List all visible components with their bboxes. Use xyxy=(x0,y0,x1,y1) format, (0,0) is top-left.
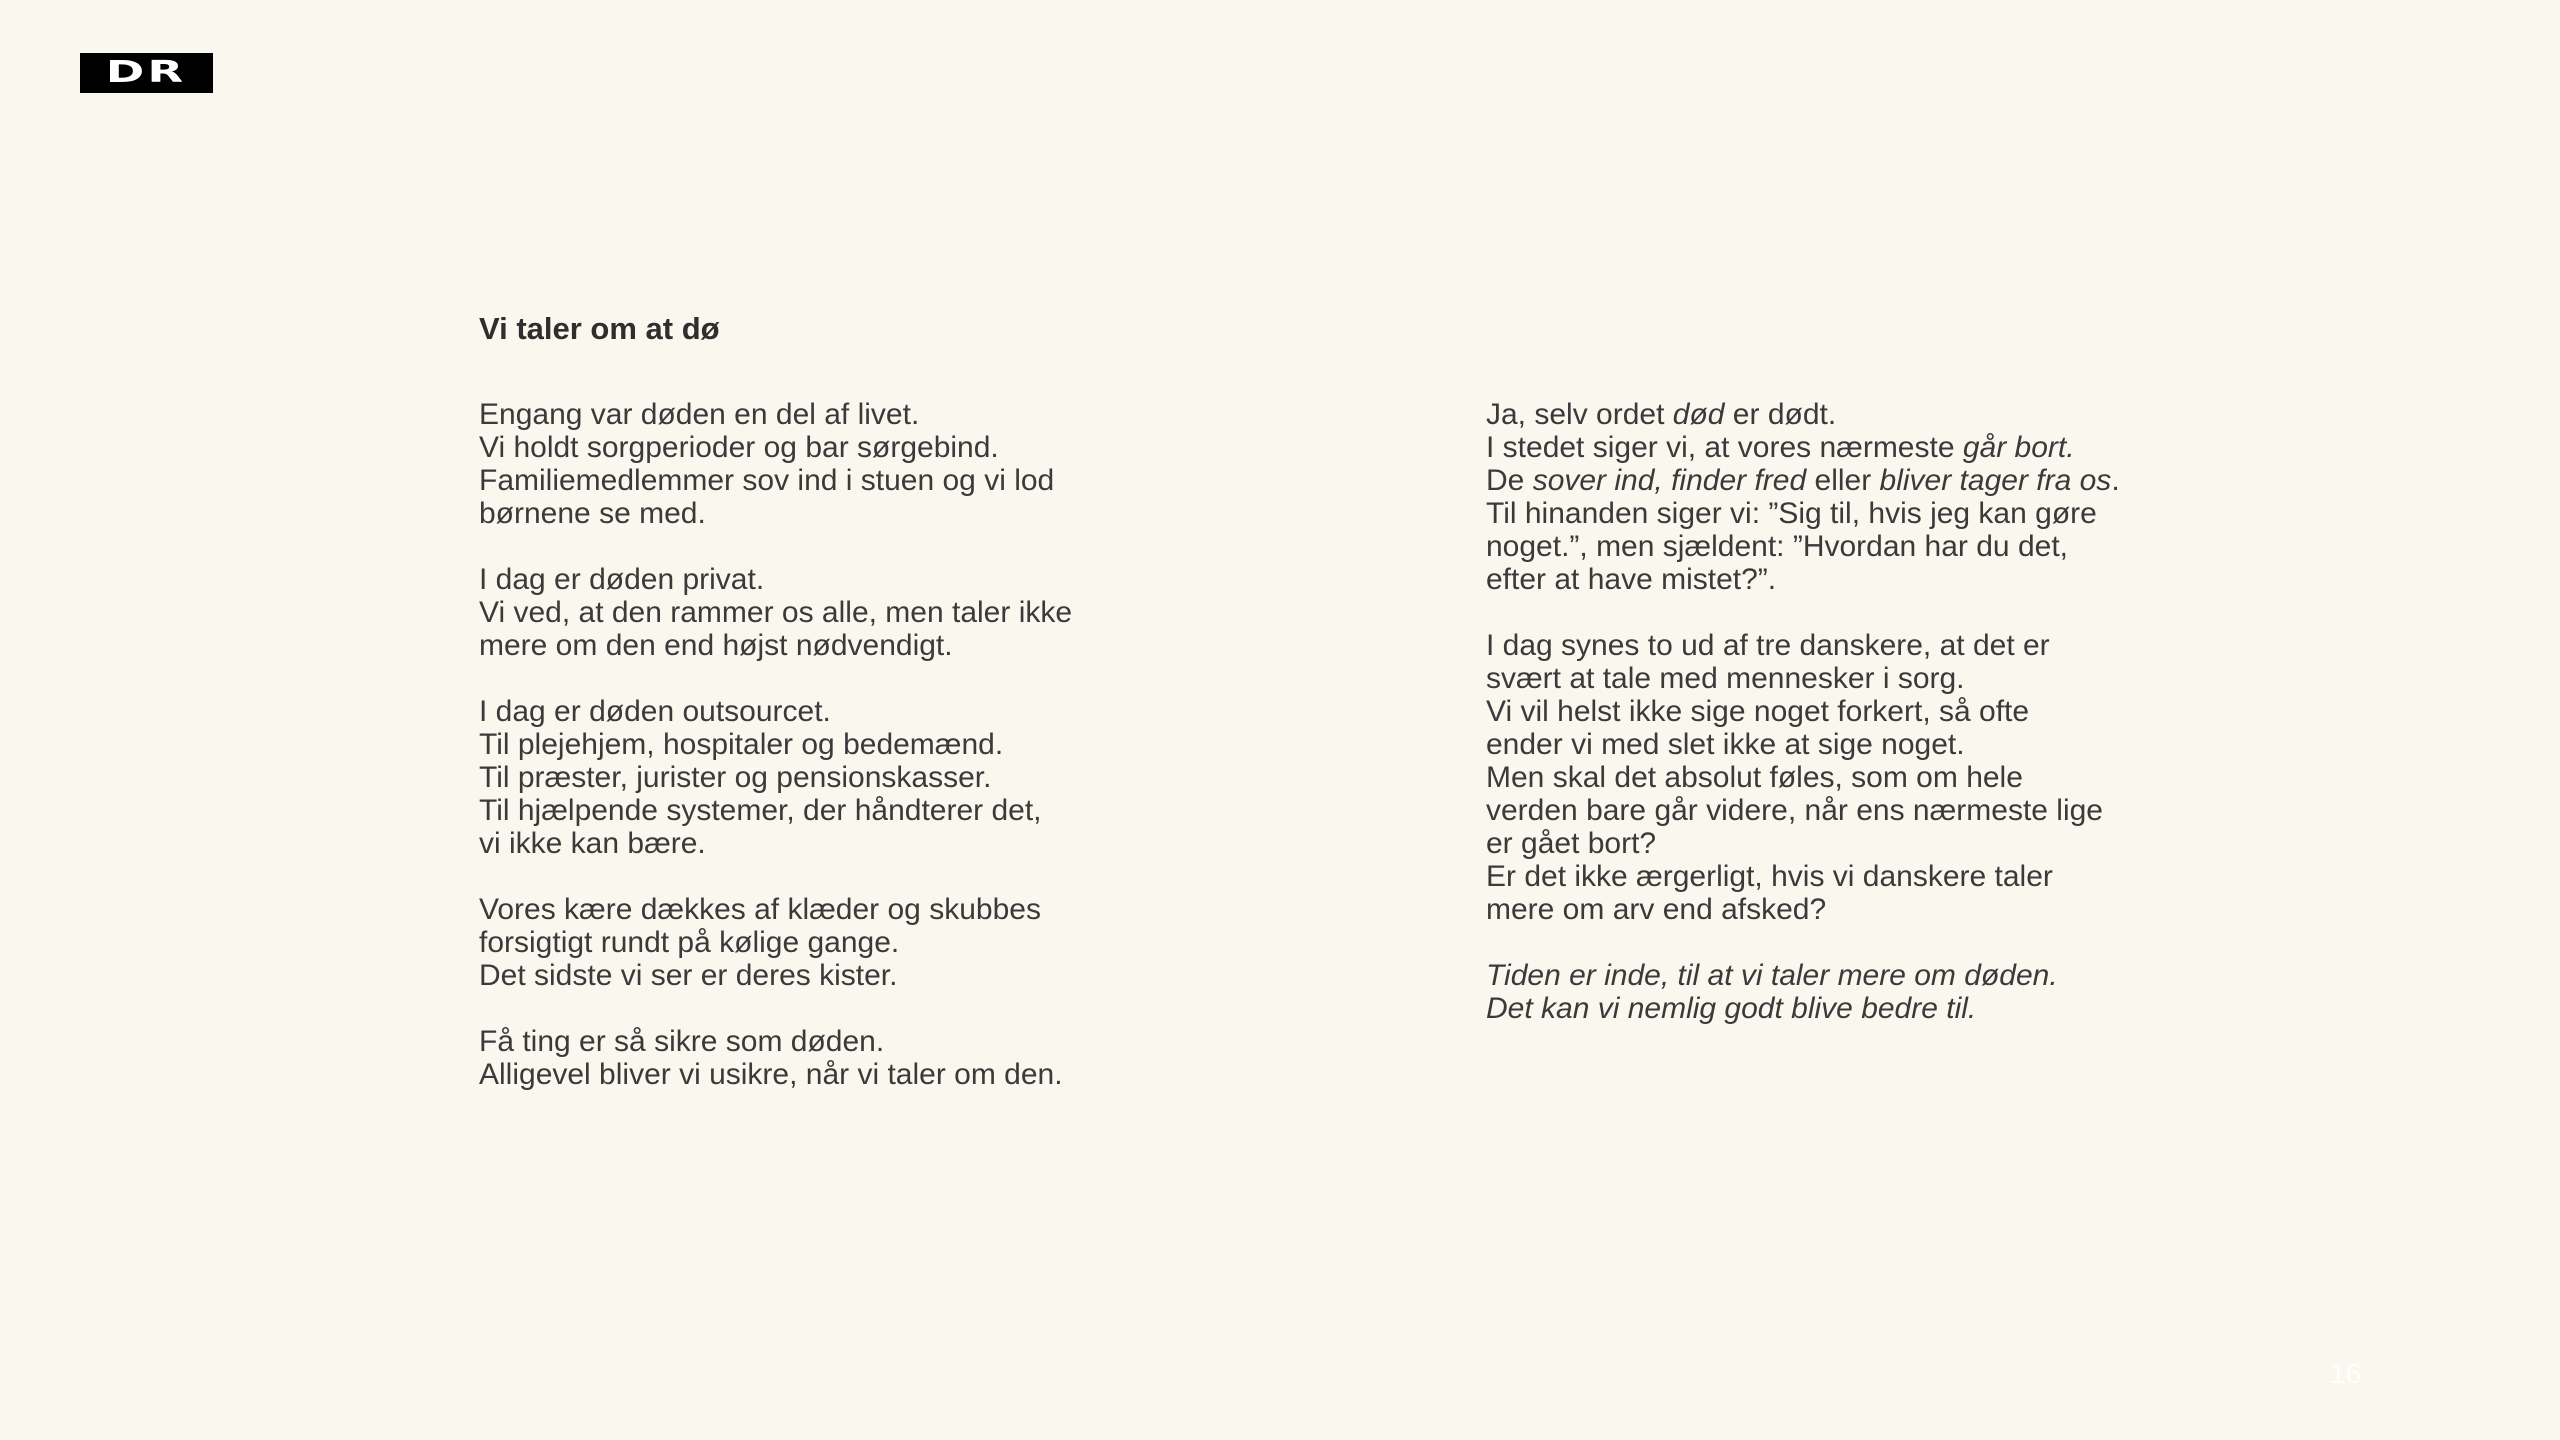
text-segment: I dag er døden privat. xyxy=(479,563,765,596)
text-line xyxy=(1486,464,2166,497)
text-line xyxy=(479,761,1119,794)
text-line xyxy=(1486,497,2166,530)
text-segment: I dag er døden outsourcet. xyxy=(479,695,831,728)
text-line xyxy=(479,827,1119,860)
text-segment: Det sidste vi ser er deres kister. xyxy=(479,959,898,992)
left-text-column xyxy=(479,398,1119,1124)
text-segment: eller xyxy=(1806,464,1880,497)
text-line xyxy=(479,893,1119,926)
italic-text-segment: sover ind, finder fred xyxy=(1532,464,1807,497)
text-line xyxy=(1486,959,2166,992)
text-segment: Til præster, jurister og pensionskasser. xyxy=(479,761,992,794)
text-segment: Vi vil helst ikke sige noget forkert, så ofte xyxy=(1486,695,2030,728)
text-line xyxy=(1486,827,2166,860)
text-segment: er gået bort? xyxy=(1486,827,1657,860)
text-segment: I dag synes to ud af tre danskere, at det er xyxy=(1486,629,2050,662)
text-line xyxy=(479,398,1119,431)
text-segment: efter at have mistet?”. xyxy=(1486,563,1777,596)
text-segment: verden bare går videre, når ens nærmeste lige xyxy=(1486,794,2103,827)
text-line xyxy=(479,596,1119,629)
text-line xyxy=(1486,398,2166,431)
text-line xyxy=(479,431,1119,464)
text-line xyxy=(1486,728,2166,761)
text-segment: mere om arv end afsked? xyxy=(1486,893,1827,926)
italic-text-segment: Tiden er inde, til at vi taler mere om døden. xyxy=(1486,959,2058,992)
text-segment: ender vi med slet ikke at sige noget. xyxy=(1486,728,1965,761)
text-line xyxy=(479,926,1119,959)
text-segment: Alligevel bliver vi usikre, når vi taler om den. xyxy=(479,1058,1063,1091)
text-segment: Til hinanden siger vi: ”Sig til, hvis jeg kan gøre xyxy=(1486,497,2097,530)
text-segment: Er det ikke ærgerligt, hvis vi danskere taler xyxy=(1486,860,2053,893)
text-segment: Engang var døden en del af livet. xyxy=(479,398,920,431)
right-text-column xyxy=(1486,398,2166,1058)
dr-logo-text: DR xyxy=(106,55,187,90)
paragraph xyxy=(479,1025,1119,1091)
paragraph xyxy=(1486,629,2166,926)
text-line xyxy=(1486,794,2166,827)
text-line xyxy=(1486,662,2166,695)
text-segment: Til plejehjem, hospitaler og bedemænd. xyxy=(479,728,1004,761)
text-line xyxy=(1486,860,2166,893)
text-segment: Familiemedlemmer sov ind i stuen og vi lod xyxy=(479,464,1055,497)
text-line xyxy=(479,497,1119,530)
paragraph xyxy=(1486,398,2166,596)
text-line xyxy=(479,695,1119,728)
text-segment: børnene se med. xyxy=(479,497,706,530)
text-segment: Få ting er så sikre som døden. xyxy=(479,1025,885,1058)
text-line xyxy=(1486,695,2166,728)
italic-text-segment: død xyxy=(1672,398,1725,431)
text-segment: I stedet siger vi, at vores nærmeste xyxy=(1486,431,1963,464)
text-segment: Vi ved, at den rammer os alle, men taler ikke xyxy=(479,596,1073,629)
text-segment: Ja, selv ordet xyxy=(1486,398,1673,431)
text-segment: Til hjælpende systemer, der håndterer det, xyxy=(479,794,1042,827)
paragraph xyxy=(479,893,1119,992)
text-line xyxy=(479,959,1119,992)
text-segment: De xyxy=(1486,464,1533,497)
text-line xyxy=(1486,992,2166,1025)
text-segment: forsigtigt rundt på kølige gange. xyxy=(479,926,900,959)
text-segment: mere om den end højst nødvendigt. xyxy=(479,629,953,662)
text-segment: . xyxy=(2111,464,2120,497)
page-title: Vi taler om at dø xyxy=(479,311,720,346)
text-line xyxy=(479,563,1119,596)
dr-logo xyxy=(80,53,213,93)
text-segment: svært at tale med mennesker i sorg. xyxy=(1486,662,1965,695)
paragraph xyxy=(479,398,1119,530)
paragraph xyxy=(479,695,1119,860)
paragraph xyxy=(1486,959,2166,1025)
text-line xyxy=(479,1058,1119,1091)
paragraph xyxy=(479,563,1119,662)
text-segment: Vi holdt sorgperioder og bar sørgebind. xyxy=(479,431,999,464)
text-line xyxy=(479,794,1119,827)
text-line xyxy=(479,1025,1119,1058)
text-line xyxy=(1486,530,2166,563)
text-segment: noget.”, men sjældent: ”Hvordan har du det, xyxy=(1486,530,2068,563)
italic-text-segment: bliver tager fra os xyxy=(1879,464,2112,497)
text-segment: Vores kære dækkes af klæder og skubbes xyxy=(479,893,1041,926)
text-line xyxy=(479,728,1119,761)
text-line xyxy=(1486,893,2166,926)
text-line xyxy=(1486,761,2166,794)
text-line xyxy=(479,629,1119,662)
page-number: 16 xyxy=(2330,1358,2362,1389)
text-line xyxy=(1486,431,2166,464)
text-line xyxy=(1486,563,2166,596)
text-segment: er dødt. xyxy=(1724,398,1837,431)
text-line xyxy=(1486,629,2166,662)
text-line xyxy=(479,464,1119,497)
text-segment: Men skal det absolut føles, som om hele xyxy=(1486,761,2023,794)
text-segment: vi ikke kan bære. xyxy=(479,827,706,860)
italic-text-segment: Det kan vi nemlig godt blive bedre til. xyxy=(1486,992,1977,1025)
italic-text-segment: går bort. xyxy=(1962,431,2075,464)
